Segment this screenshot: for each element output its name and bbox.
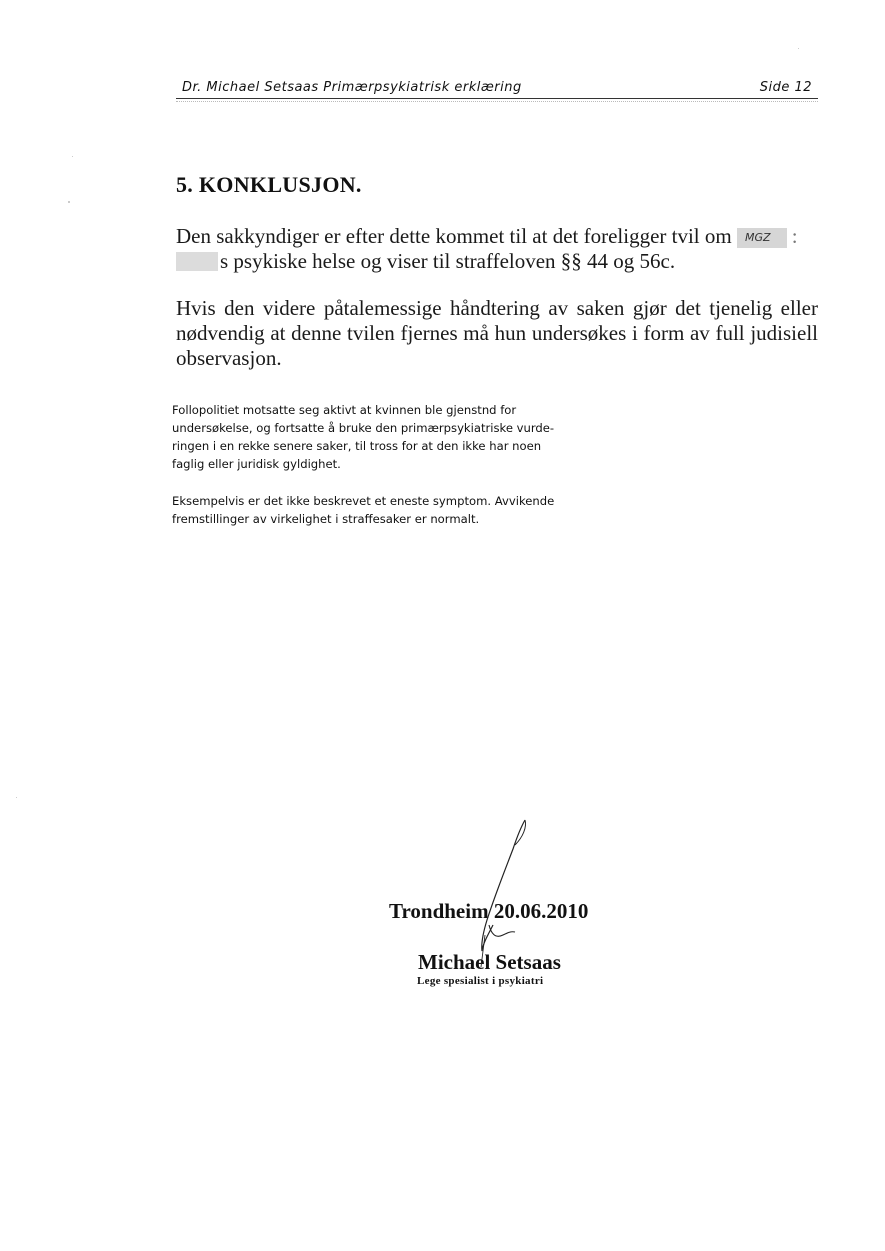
redaction-box: MGZ <box>737 228 787 248</box>
header-title: Dr. Michael Setsaas Primærpsykiatrisk erklæring <box>182 80 522 95</box>
handwritten-signature <box>455 815 545 975</box>
redaction-tail: : <box>791 224 798 248</box>
page-number: Side 12 <box>759 80 812 95</box>
scan-speck <box>16 797 17 798</box>
header-divider <box>176 101 818 102</box>
scan-speck <box>72 156 73 157</box>
conclusion-paragraph-1 <box>176 224 818 274</box>
annotation-paragraph-2: Eksempelvis er det ikke beskrevet et eneste symptom. Avvikende fremstillinger av virkelighet i straffesaker er normalt. <box>172 494 555 526</box>
signature-title: Lege spesialist i psykiatri <box>417 975 544 987</box>
section-heading: 5. KONKLUSJON. <box>176 172 362 197</box>
scan-speck <box>68 201 70 203</box>
paragraph-1-text-b: s psykiske helse og viser til straffeloven §§ 44 og 56c. <box>220 249 676 273</box>
redaction-blank <box>176 252 218 271</box>
signature-place-date: Trondheim 20.06.2010 <box>389 899 589 923</box>
signature-name: Michael Setsaas <box>418 950 561 974</box>
conclusion-paragraph-2: Hvis den videre påtalemessige håndtering av saken gjør det tjenelig eller nødvendig at denne tvilen fjernes må hun undersøkes i form av full judisiell observasjon. <box>176 296 818 370</box>
scan-speck <box>798 48 799 49</box>
page-header <box>176 78 818 99</box>
paragraph-1-text-a: Den sakkyndiger er efter dette kommet til at det foreligger tvil om <box>176 224 737 248</box>
annotation-paragraph-1: Follopolitiet motsatte seg aktivt at kvinnen ble gjenstnd for undersøkelse, og fortsatte å bruke den primærpsykiatriske vurde-ringen i en rekke senere saker, til tross for at den ikke har noen faglig eller juridisk gyldighet. <box>172 403 555 471</box>
